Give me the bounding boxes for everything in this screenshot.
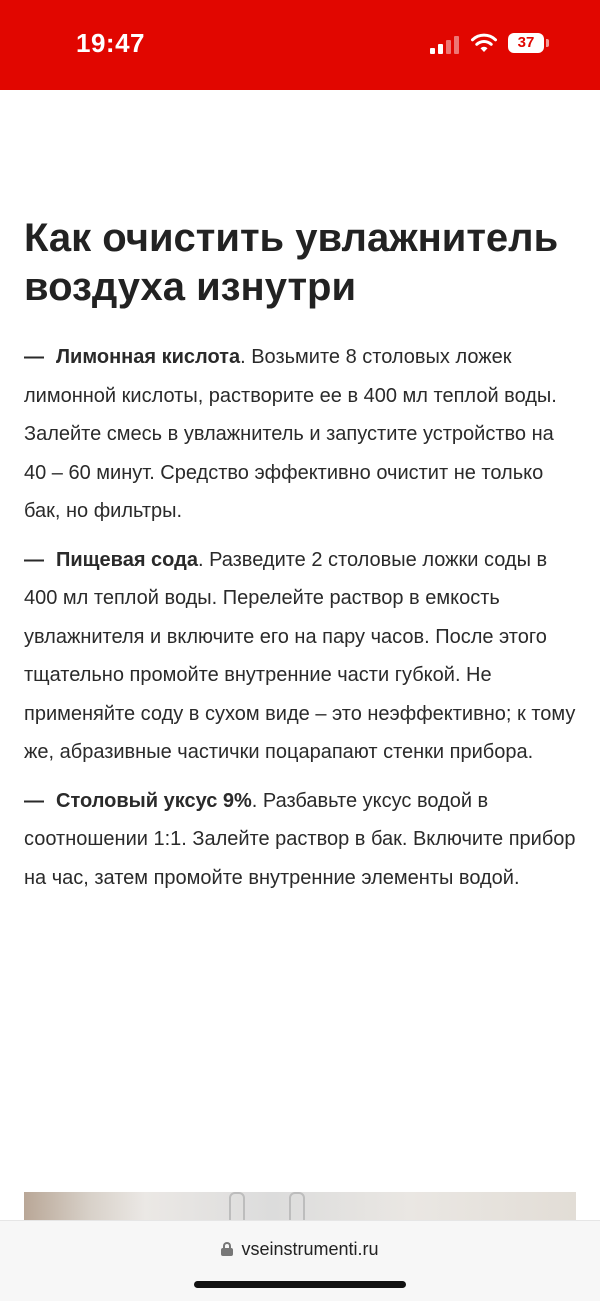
list-item — [24, 541, 576, 772]
dash-marker: — — [24, 346, 44, 368]
list-item — [24, 338, 576, 531]
item-text: . Разбавьте уксус водой в соотношении 1:1. Залейте раствор в бак. Включите прибор на час, затем промойте внутренние элементы водой. — [24, 789, 576, 889]
url-text: vseinstrumenti.ru — [241, 1239, 379, 1259]
lock-icon — [221, 1242, 233, 1256]
wifi-icon — [470, 32, 498, 54]
item-text: . Разведите 2 столовые ложки соды в 400 мл теплой воды. Перелейте раствор в емкость увлажнителя и включите его на пару часов. После этого тщательно промойте внутренние части губкой. Не применяйте соду в сухом виде – это неэффективно; к тому же, абразивные частички поцарапают стенки прибора. — [24, 548, 576, 763]
article-title: Как очистить увлажнитель воздуха изнутри — [24, 216, 559, 309]
browser-address-bar[interactable] — [0, 1220, 600, 1301]
home-indicator[interactable] — [194, 1281, 406, 1288]
battery-icon: 37 — [508, 33, 544, 53]
signal-icon — [430, 34, 462, 54]
article — [24, 214, 576, 897]
item-term: Пищевая сода — [56, 548, 198, 571]
address-field[interactable] — [0, 1239, 600, 1260]
item-term: Лимонная кислота — [56, 346, 241, 368]
dash-marker: — — [24, 548, 44, 571]
list-item — [24, 782, 576, 898]
status-time: 19:47 — [76, 28, 145, 58]
item-term: Столовый уксус 9% — [56, 789, 252, 812]
dash-marker: — — [24, 789, 44, 812]
battery-tip — [546, 39, 549, 47]
item-text: . Возьмите 8 столовых ложек лимонной кислоты, растворите ее в 400 мл теплой воды. Залейте смесь в увлажнитель и запустите устройство на 40 – 60 минут. Средство эффективно очистит не только бак, но фильтры. — [24, 346, 557, 522]
status-bar — [0, 0, 600, 90]
